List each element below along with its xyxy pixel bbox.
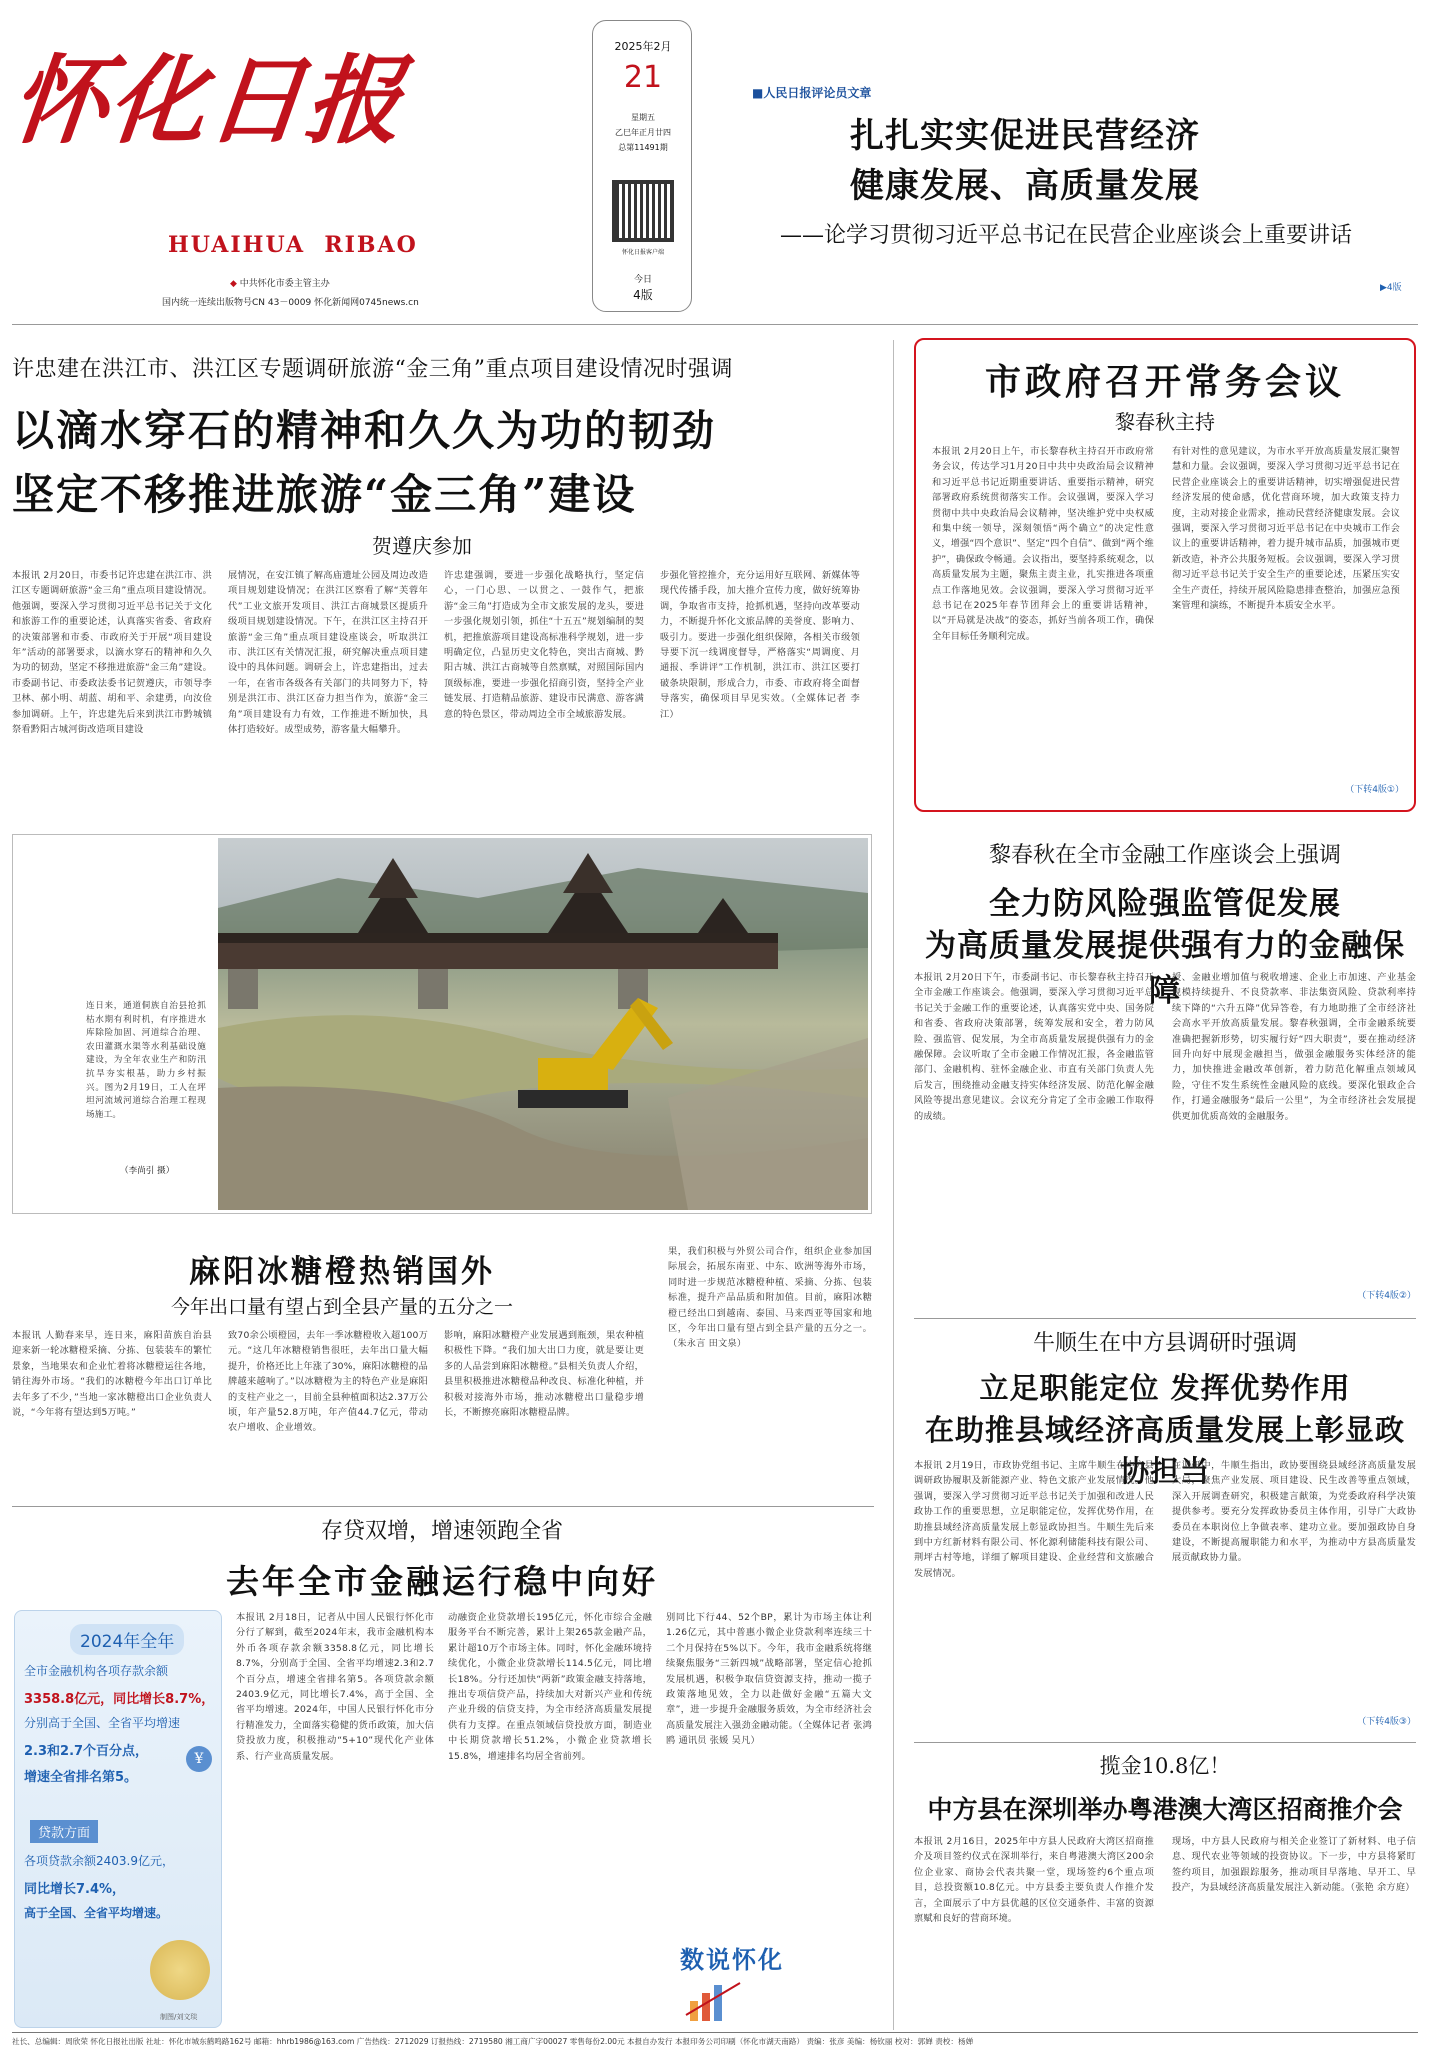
story1-kicker: 许忠建在洪江市、洪江区专题调研旅游“金三角”重点项目建设情况时强调 (12, 357, 733, 382)
story1-sub: 贺遵庆参加 (372, 534, 472, 558)
story2-sub: 黎春秋主持 (1115, 410, 1215, 434)
story5-col-2: 在调研中，牛顺生指出，政协要围绕县域经济高质量发展大局，聚焦产业发展、项目建设、民生改善等重点领域，深入开展调查研究，积极建言献策，为党委政府科学决策提供参考。要充分发挥政协委员主体作用，引导广大政协委员在本职岗位上争做表率、建功立业。要加强政协自身建设，不断提高履职能力和水平，为推动中方县高质量发展贡献政协力量。 (1172, 1460, 1416, 1564)
story7-kicker: 揽金10.8亿！ (1099, 1754, 1231, 1778)
yuan-coin-icon: ¥ (186, 1746, 212, 1772)
story1-headline-2[interactable]: 坚定不移推进旅游“金三角”建设 (12, 470, 637, 519)
right-divider-1 (914, 1318, 1416, 1319)
date-day: 21 (623, 60, 663, 95)
lunar-date: 乙巳年正月廿四 (615, 128, 671, 137)
infobox-title: 2024年全年 (70, 1624, 184, 1655)
infobox-title-2: 贷款方面 (30, 1820, 98, 1843)
sponsor-line: ◆ 中共怀化市委主管主办 (230, 279, 330, 289)
story3-col-2: 授、金融业增加值与税收增速、企业上市加速、产业基金规模持续提升、不良贷款率、非法集资风险、贷款利率持续下降的“六升五降”优异答卷，有力地助推了全市经济社会高水平开放高质量发展。黎春秋强调，全市金融系统要准确把握新形势，切实履行好“四大职责”，要在推动经济回升向好中展现金融担当，做强金融服务实体经济的能力，加快推进金融改革创新，着力防范化解重点领域风险，守住不发生系统性金融风险的底线。要深化银政企合作，打通金融服务“最后一公里”，为全市经济社会发展提供更加优质高效的金融服务。 (1172, 972, 1416, 1122)
top-lead-headline-1[interactable]: 扎扎实实促进民营经济 (850, 116, 1200, 156)
story6-col-3: 别同比下行44、52个BP，累计为市场主体让利1.26亿元，其中普惠小微企业贷款利率连续三十二个月保持在5%以下。今年，我市金融系统将继续聚焦服务“三新四城”战略部署，坚定信心抢抓发展机遇，积极争取信贷资源支持，推动一揽子政策落地见效，全力以赴做好金融“五篇大文章”，进一步提升金融服务质效，为全市经济社会高质量发展注入强劲金融动能。（全媒体记者 张鸿鸥 通讯员 张媛 吴凡） (666, 1612, 872, 1747)
story3-kicker: 黎春秋在全市金融工作座谈会上强调 (988, 843, 1341, 868)
masthead-logo (6, 36, 422, 186)
story3-headline-2[interactable]: 为高质量发展提供强有力的金融保障 (925, 928, 1405, 1009)
issue-number: 总第11491期 (618, 143, 668, 152)
weekday: 星期五 (631, 113, 655, 122)
column-divider (893, 340, 894, 2030)
footer-rule (12, 2032, 1418, 2033)
infobox-value-3: 增速全省排名第5。 (24, 1770, 138, 1785)
story6-kicker: 存贷双增，增速领跑全省 (320, 1519, 563, 1544)
story4-col-2: 致70余公顷橙园，去年一季冰糖橙收入超100万元。“这几年冰糖橙销售很旺，去年出口量大幅提升，价格还比上年涨了30%，麻阳冰糖橙的品牌越来越响了。”以冰糖橙为主的特色产业是麻阳的支柱产业之一，目前全县种植面积达2.37万公顷，年产量52.8万吨，年产值44.7亿元，带动农户增收、企业增效。 (228, 1330, 428, 1434)
story2-col-1: 本报讯 2月20日上午，市长黎春秋主持召开市政府常务会议，传达学习1月20日中共中央政治局会议精神和习近平总书记近期重要讲话、重要指示精神，研究部署政府系统贯彻落实工作。会议强调，要深入学习贯彻中共中央政治局会议精神，坚决维护党中央权威和集中统一领导，深刻领悟“两个确立”的决定性意义，增强“四个意识”、坚定“四个自信”、做到“两个维护”，确保政令畅通。会议指出，要坚持系统观念，以高质量发展为主题，聚焦主责主业，扎实推进各项重点工作落地见效。会议强调，要深入学习贯彻习近平总书记在2025年春节团拜会上的重要讲话精神，以“开局就是决战”的姿态，抓好当前各项工作，确保全年目标任务顺利完成。 (932, 446, 1154, 642)
infobox-label-1: 全市金融机构各项存款余额 (24, 1664, 169, 1678)
infobox-value-2: 2.3和2.7个百分点， (24, 1744, 149, 1759)
bridge-scene-graphic (218, 838, 868, 1210)
story7-headline[interactable]: 中方县在深圳举办粤港澳大湾区招商推介会 (927, 1795, 1403, 1824)
story5-headline-2[interactable]: 在助推县域经济高质量发展上彰显政协担当 (924, 1413, 1405, 1488)
story6-headline[interactable]: 去年全市金融运行稳中向好 (226, 1562, 658, 1601)
story1-col-1: 本报讯 2月20日，市委书记许忠建在洪江市、洪江区专题调研旅游“金三角”重点项目建设情况。他强调，要深入学习贯彻习近平总书记关于文化和旅游工作的重要论述，认真落实省委、省政府的决策部署和市委、市政府关于开展“项目建设年”活动的部署要求，以滴水穿石的精神和久久为功的韧劲，坚定不移推进旅游“金三角”建设。市委副书记、市委政法委书记贺遵庆，市领导李卫林、郝小明、胡蓝、胡和平、余建勇，向汝俭参加调研。上午，许忠建先后来到洪江市黔城镇祭看黔阳古城河街改造项目建设 (12, 570, 212, 736)
story6-col-1: 本报讯 2月18日，记者从中国人民银行怀化市分行了解到，截至2024年末，我市金融机构本外币各项存款余额3358.8亿元，同比增长8.7%，分别高于全国、全省平均增速2.3和2.7个百分点，增速全省排名第5。各项贷款余额2403.9亿元，同比增长7.4%，高于全国、全省平均增速。2024年，中国人民银行怀化市分行精准发力，全面落实稳健的货币政策，加大信贷投放力度，积极推动“5+10”现代化产业体系、行产业高质量发展。 (236, 1612, 434, 1762)
shuoshuo-logo-text: 数说怀化 (680, 1945, 784, 1974)
date-year-month: 2025年2月 (614, 40, 672, 53)
infobox-value-1: 3358.8亿元，同比增长8.7%， (24, 1692, 215, 1707)
story4-col-3: 影响，麻阳冰糖橙产业发展遇到瓶颈，果农种植积极性下降。“我们加大出口力度，就是要让更多的人品尝到麻阳冰糖橙。”县相关负责人介绍，县里积极推进冰糖橙品种改良、标准化种植，并积极对接海外市场，推动冰糖橙出口量稳步增长，不断擦亮麻阳冰糖橙品牌。 (444, 1330, 644, 1419)
river-photo (218, 838, 868, 1210)
story1-col-2: 展情况，在安江镇了解高庙遗址公园及周边改造项目规划建设情况；在洪江区察看了解“芙蓉年代”工业文旅开发项目、洪江古商城景区提质升级项目规划建设情况。下午，在洪江区主持召开旅游“金三角”重点项目建设座谈会，听取洪江市、洪江区有关情况汇报，研究解决重点项目建设中的具体问题。调研会上，许忠建指出，过去一年，在省市各级各有关部门的共同努力下，特别是洪江市、洪江区奋力担当作为，旅游“金三角”项目建设有力有效，工作推进不断加快，具体打造较好。成型成势，游客量大幅攀升。 (228, 570, 428, 736)
shuoshuo-logo (680, 1940, 860, 2030)
masthead-divider (12, 324, 1418, 325)
logo-pinyin: HUAIHUA RIBAO (168, 232, 418, 258)
story1-headline-1[interactable]: 以滴水穿石的精神和久久为功的韧劲 (12, 406, 717, 455)
logo-text: 怀化日报 (6, 44, 410, 157)
story5-kicker: 牛顺生在中方县调研时强调 (1032, 1331, 1297, 1356)
story4-col-1: 本报讯 人勤春来早，连日来，麻阳苗族自治县迎来新一轮冰糖橙采摘、分拣、包装装车的繁忙景象，当地果农和企业忙着将冰糖橙运往各地，销往海外市场。“我们的冰糖橙今年出口订单比去年多了不少，”当地一家冰糖橙出口企业负责人说，“今年将有望达到5万吨。” (12, 1330, 212, 1419)
top-lead-jump[interactable]: ▶4版 (1380, 283, 1402, 293)
story1-col-4: 步强化管控推介，充分运用好互联网、新媒体等现代传播手段，加大推介宣传力度，做好统筹协调，争取省市支持，抢抓机遇，坚持向改革要动力，不断提升怀化文旅品牌的美誉度、影响力、吸引力。要进一步强化组织保障，各相关市级领导要下沉一线调度督导，严格落实“周调度、月通报、季讲评”工作机制，洪江市、洪江区要打破条块限制，形成合力，市委、市政府将全面督导落实，确保项目早见实效。（全媒体记者 李江） (660, 570, 860, 720)
bar-graphic-icon (680, 1975, 850, 2021)
photo-credit: （李尚引 摄） (120, 1166, 175, 1176)
top-lead-headline-2[interactable]: 健康发展、高质量发展 (850, 166, 1200, 206)
party-emblem-icon: ◆ (230, 279, 237, 289)
cn-line: 国内统一连续出版物号CN 43－0009 怀化新闻网0745news.cn (162, 298, 419, 308)
story4-sub: 今年出口量有望占到全县产量的五分之一 (170, 1296, 513, 1318)
story5-headline-1[interactable]: 立足职能定位 发挥优势作用 (979, 1371, 1351, 1405)
left-mid-divider (12, 1506, 874, 1507)
infobox-credit: 制图/刘文琰 (160, 2013, 198, 2021)
story2-jump[interactable]: （下转4版①） (1345, 785, 1404, 795)
top-lead-subtitle: ——论学习贯彻习近平总书记在民营企业座谈会上重要讲话 (780, 223, 1353, 248)
infobox-label-2: 分别高于全国、全省平均增速 (24, 1716, 181, 1730)
story4-headline[interactable]: 麻阳冰糖橙热销国外 (189, 1254, 495, 1290)
story1-col-3: 许忠建强调，要进一步强化战略执行，坚定信心，一门心思、一以贯之、一鼓作气，把旅游“金三角”打造成为全市文旅发展的龙头，要进一步强化规划引领，抓住“十五五”规划编制的契机，把推旅游项目建设高标准科学规划，进一步明确定位，凸显历史文化特色，突出古商城、黔阳古城、洪江古商城等自然禀赋，对照国际国内顶级标准，要进一步强化招商引资，坚持全产业链发展、打造精品旅游、建设市民满意、游客满意的特色景区，带动周边全市全域旅游发展。 (444, 570, 644, 720)
qr-caption: 怀化日报客户端 (621, 249, 664, 256)
infobox-value-4: 同比增长7.4%， (24, 1882, 126, 1897)
story2-col-2: 有针对性的意见建议，为市水平开放高质量发展汇聚智慧和力量。会议强调，要深入学习贯彻习近平总书记在民营企业座谈会上的重要讲话精神，切实增强促进民营经济发展的使命感，优化营商环境，加大政策支持力度，主动对接企业需求，推动民营经济健康发展。会议强调，要深入学习贯彻习近平总书记在中央城市工作会议上的重要讲话精神，着力提升城市品质，加强城市更新改造，补齐公共服务短板。会议强调，要深入学习贯彻习近平总书记关于安全生产的重要论述，压紧压实安全生产责任，持续开展风险隐患排查整治，加强应急预案管理和演练，不断提升本质安全水平。 (1172, 446, 1400, 612)
story5-jump[interactable]: （下转4版③） (1357, 1717, 1416, 1727)
qr-code-icon[interactable] (612, 180, 674, 242)
footer-text: 社长、总编辑：周欣荣 怀化日报社出版 社址：怀化市城东鹤鸣路162号 邮箱：hhrb1986@163.com 广告热线：2712029 订报热线：2719580 湘工商广字00027 零售每份2.00元 本报自办发行 本报印务公司印刷（怀化市湖天南路） 责编：张彦 美编：杨钦丽 校对：郭婵 责校：杨婵 (12, 2037, 974, 2046)
infobox-label-3: 各项贷款余额2403.9亿元， (24, 1854, 174, 1868)
story5-col-1: 本报讯 2月19日，市政协党组书记、主席牛顺生在中方县调研政协履职及新能源产业、特色文旅产业发展情况。他强调，要深入学习贯彻习近平总书记关于加强和改进人民政协工作的重要思想，立足职能定位，发挥优势作用，在助推县域经济高质量发展上彰显政协担当。牛顺生先后来到中方红新材料有限公司、怀化源利储能科技有限公司、荆坪古村等地，详细了解项目建设、企业经营和文旅融合发展情况。 (914, 1460, 1154, 1579)
today-label: 今日 (633, 275, 652, 285)
story2-headline[interactable]: 市政府召开常务会议 (984, 361, 1345, 403)
story3-col-1: 本报讯 2月20日下午，市委副书记、市长黎春秋主持召开全市金融工作座谈会。他强调，要深入学习贯彻习近平总书记关于金融工作的重要论述，认真落实党中央、国务院和省委、省政府决策部署，统筹发展和安全，着力防风险、强监管、促发展，为全市高质量发展提供强有力的金融保障。会议听取了全市金融工作情况汇报，各金融监管部门、金融机构、驻怀金融企业、市直有关部门负责人先后发言，围绕推动金融支持实体经济发展、防范化解金融风险等提出意见建议。会议充分肯定了全市金融工作取得的成绩。 (914, 972, 1154, 1122)
photo-caption: 连日来，通道侗族自治县抢抓枯水期有利时机，有序推进水库除险加固、河道综合治理、农田灌溉水渠等水利基础设施建设，为全年农业生产和防汛抗旱夯实根基，助力乡村振兴。图为2月19日，工人在坪坦河流域河道综合治理工程现场施工。 (86, 1001, 206, 1120)
page-count: 4版 (633, 288, 653, 302)
story6-col-2: 动融资企业贷款增长195亿元，怀化市综合金融服务平台不断完善，累计上架265款金融产品，累计超10万个市场主体。同时，怀化金融环境持续优化，小微企业贷款增长114.5亿元，同比增长18%。分行还加快“两新”政策金融支持落地，推出专项信贷产品，持续加大对新兴产业和传统产业升级的信贷支持，为全市经济高质量发展提供有力支撑。在重点领域信贷投放方面，制造业中长期贷款增长51.2%，小微企业贷款增长15.8%，增速排名均居全省前列。 (448, 1612, 652, 1762)
story7-col-1: 本报讯 2月16日，2025年中方县人民政府大湾区招商推介及项目签约仪式在深圳举行，来自粤港澳大湾区200余位企业家、商协会代表共聚一堂，现场签约6个重点项目，总投资额10.8亿元。中方县委主要负责人作推介发言，全面展示了中方县优越的区位交通条件、丰富的资源禀赋和良好的营商环境。 (914, 1836, 1154, 1925)
right-divider-2 (914, 1742, 1416, 1743)
coin-stack-icon (150, 1940, 210, 2000)
story3-headline-1[interactable]: 全力防风险强监管促发展 (989, 886, 1341, 922)
top-lead-kicker: ■人民日报评论员文章 (752, 86, 872, 100)
infobox-value-5: 高于全国、全省平均增速。 (24, 1906, 169, 1920)
story7-col-2: 现场，中方县人民政府与相关企业签订了新材料、电子信息、现代农业等领域的投资协议。下一步，中方县将紧盯签约项目，加强跟踪服务，推动项目早落地、早开工、早投产，为县域经济高质量发展注入新动能。（张艳 余方庭） (1172, 1836, 1416, 1894)
story4-col-4: 果，我们积极与外贸公司合作，组织企业参加国际展会，拓展东南亚、中东、欧洲等海外市场，同时进一步规范冰糖橙种植、采摘、分拣、包装标准，提升产品品质和附加值。目前，麻阳冰糖橙已经出口到越南、泰国、马来西亚等国家和地区，今年出口量有望占到全县产量的五分之一。（朱永言 田文泉） (668, 1246, 872, 1350)
story3-jump[interactable]: （下转4版②） (1357, 1291, 1416, 1301)
